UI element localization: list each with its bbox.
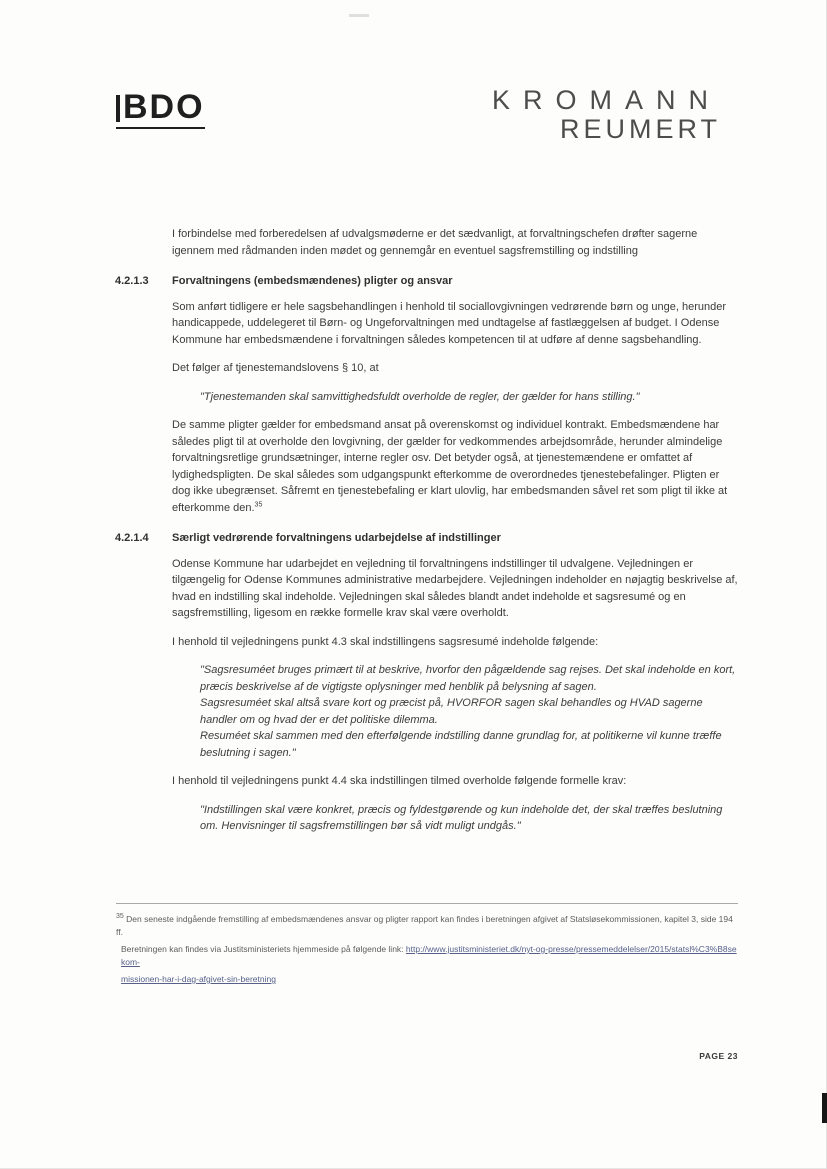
bdo-logo-text: BDO bbox=[123, 88, 205, 126]
scan-artifact-top bbox=[349, 14, 369, 17]
body-paragraph: I henhold til vejledningens punkt 4.3 skal indstillingens sagsresumé indeholde følgende: bbox=[172, 635, 599, 648]
section-number: 4.2.1.4 bbox=[115, 532, 149, 544]
footnote-number: 35 bbox=[116, 913, 124, 921]
footnote-link[interactable]: http://www.justitsministeriet.dk/nyt-og-presse/pressemeddelelser/2015/statsl%C3%B8sekom- bbox=[121, 944, 737, 967]
quote-paragraph: "Indstillingen skal være konkret, præcis og fyldestgørende og kun indeholde det, der skal træffes beslutning om. Henvisninger til sagsfremstillingen bør så vidt muligt undgås." bbox=[200, 803, 723, 832]
body-paragraph bbox=[172, 417, 739, 516]
footnote-link-continued[interactable]: missionen-har-i-dag-afgivet-sin-beretning bbox=[121, 974, 276, 984]
footnote-text: Beretningen kan findes via Justitsministeriets hjemmeside på følgende link: bbox=[121, 944, 406, 954]
page-number: PAGE 23 bbox=[699, 1051, 738, 1061]
section-number: 4.2.1.3 bbox=[115, 275, 149, 287]
footnote-line bbox=[116, 943, 738, 969]
quote-paragraph: "Tjenestemanden skal samvittighedsfuldt overholde de regler, der gælder for hans stilling." bbox=[200, 390, 640, 403]
body-paragraph: Det følger af tjenestemandslovens § 10, at bbox=[172, 362, 379, 374]
intro-paragraph: I forbindelse med forberedelsen af udvalgsmøderne er det sædvanligt, at forvaltningschefen drøfter sagerne igennem med rådmanden inden mødet og gennemgår en eventuel sagsfremstilling og indstilling bbox=[172, 228, 698, 257]
quote-paragraph: Sagsresuméet skal altså svare kort og præcist på, HVORFOR sagen skal behandles og HVAD sagerne handler om og hvad der er det politiske dilemma. bbox=[200, 697, 703, 726]
paragraph-text: De samme pligter gælder for embedsmand ansat på overenskomst og individuel kontrakt. Embedsmændene har således pligt til at overholde den lovgivning, der gælder for vedkommendes arbejdsområde, herunder almindelige forvaltningsretlige grundsætninger, interne regler osv. Det betyder også, at tjenestemændene er omfattet af lydighedspligten. De skal således som udgangspunkt efterkomme de overordnedes tjenestebefalinger. Pligten er dog ikke ubegrænset. Såfremt en tjenestebefaling er klart ulovlig, har embedsmanden såvel ret som pligt til ikke at efterkomme den. bbox=[172, 419, 728, 514]
quote-block bbox=[200, 662, 739, 761]
kromann-wordmark-line2: REUMERT bbox=[559, 114, 721, 144]
scan-artifact-right-edge bbox=[822, 1093, 827, 1123]
quote-paragraph: Resuméet skal sammen med den efterfølgende indstilling danne grundlag for, at politikerne vil kunne træffe beslutning i sagen." bbox=[200, 730, 722, 759]
footnote-line bbox=[116, 913, 738, 939]
footnote-text: Den seneste indgående fremstilling af embedsmændenes ansvar og pligter rapport kan findes i beretningen afgivet af Statsløsekommissionen, kapitel 3, side 194 ff. bbox=[116, 914, 733, 937]
bdo-logo-bar-icon bbox=[116, 95, 120, 122]
quote-paragraph: "Sagsresuméet bruges primært til at beskrive, hvorfor den pågældende sag rejses. Det skal indeholde en kort, præcis beskrivelse af de vigtigste oplysninger med henblik på belysning af sagen. bbox=[200, 664, 736, 693]
footnote-reference: 35 bbox=[254, 500, 263, 508]
body-paragraph: Odense Kommune har udarbejdet en vejledning til forvaltningens indstillinger til udvalgene. Vejledningen er tilgængelig for Odense Kommunes administrative medarbejdere. Vejledningen indeholder en nøjagtig beskrivelse af, hvad en indstilling skal indeholde. Vejledningen skal således blandt andet indeholde et sagsresumé og en sagsfremstilling, ligesom en række formelle krav skal være overholdt. bbox=[172, 557, 738, 619]
footnote-divider bbox=[116, 903, 738, 904]
section-heading-4-2-1-3 bbox=[115, 273, 739, 290]
bdo-logo bbox=[116, 90, 205, 129]
section-heading-4-2-1-4 bbox=[115, 530, 739, 547]
section-title: Forvaltningens (embedsmændenes) pligter og ansvar bbox=[172, 275, 453, 287]
footnote-line bbox=[116, 973, 738, 986]
kromann-wordmark-line1: KROMANN bbox=[491, 85, 721, 115]
section-title: Særligt vedrørende forvaltningens udarbejdelse af indstillinger bbox=[172, 532, 501, 544]
document-body bbox=[115, 226, 739, 847]
body-paragraph: Som anført tidligere er hele sagsbehandlingen i henhold til sociallovgivningen vedrørende børn og unge, herunder handicappede, uddelegeret til Børn- og Ungeforvaltningen med undtagelse af fastlæggelsen af budget. I Odense Kommune har embedsmændene i forvaltningen således kompetencen til at udføre af denne sagsbehandling. bbox=[172, 300, 727, 346]
body-paragraph: I henhold til vejledningens punkt 4.4 ska indstillingen tilmed overholde følgende formelle krav: bbox=[172, 775, 627, 787]
kromann-reumert-logo bbox=[492, 86, 721, 144]
footnote-area bbox=[116, 903, 738, 990]
